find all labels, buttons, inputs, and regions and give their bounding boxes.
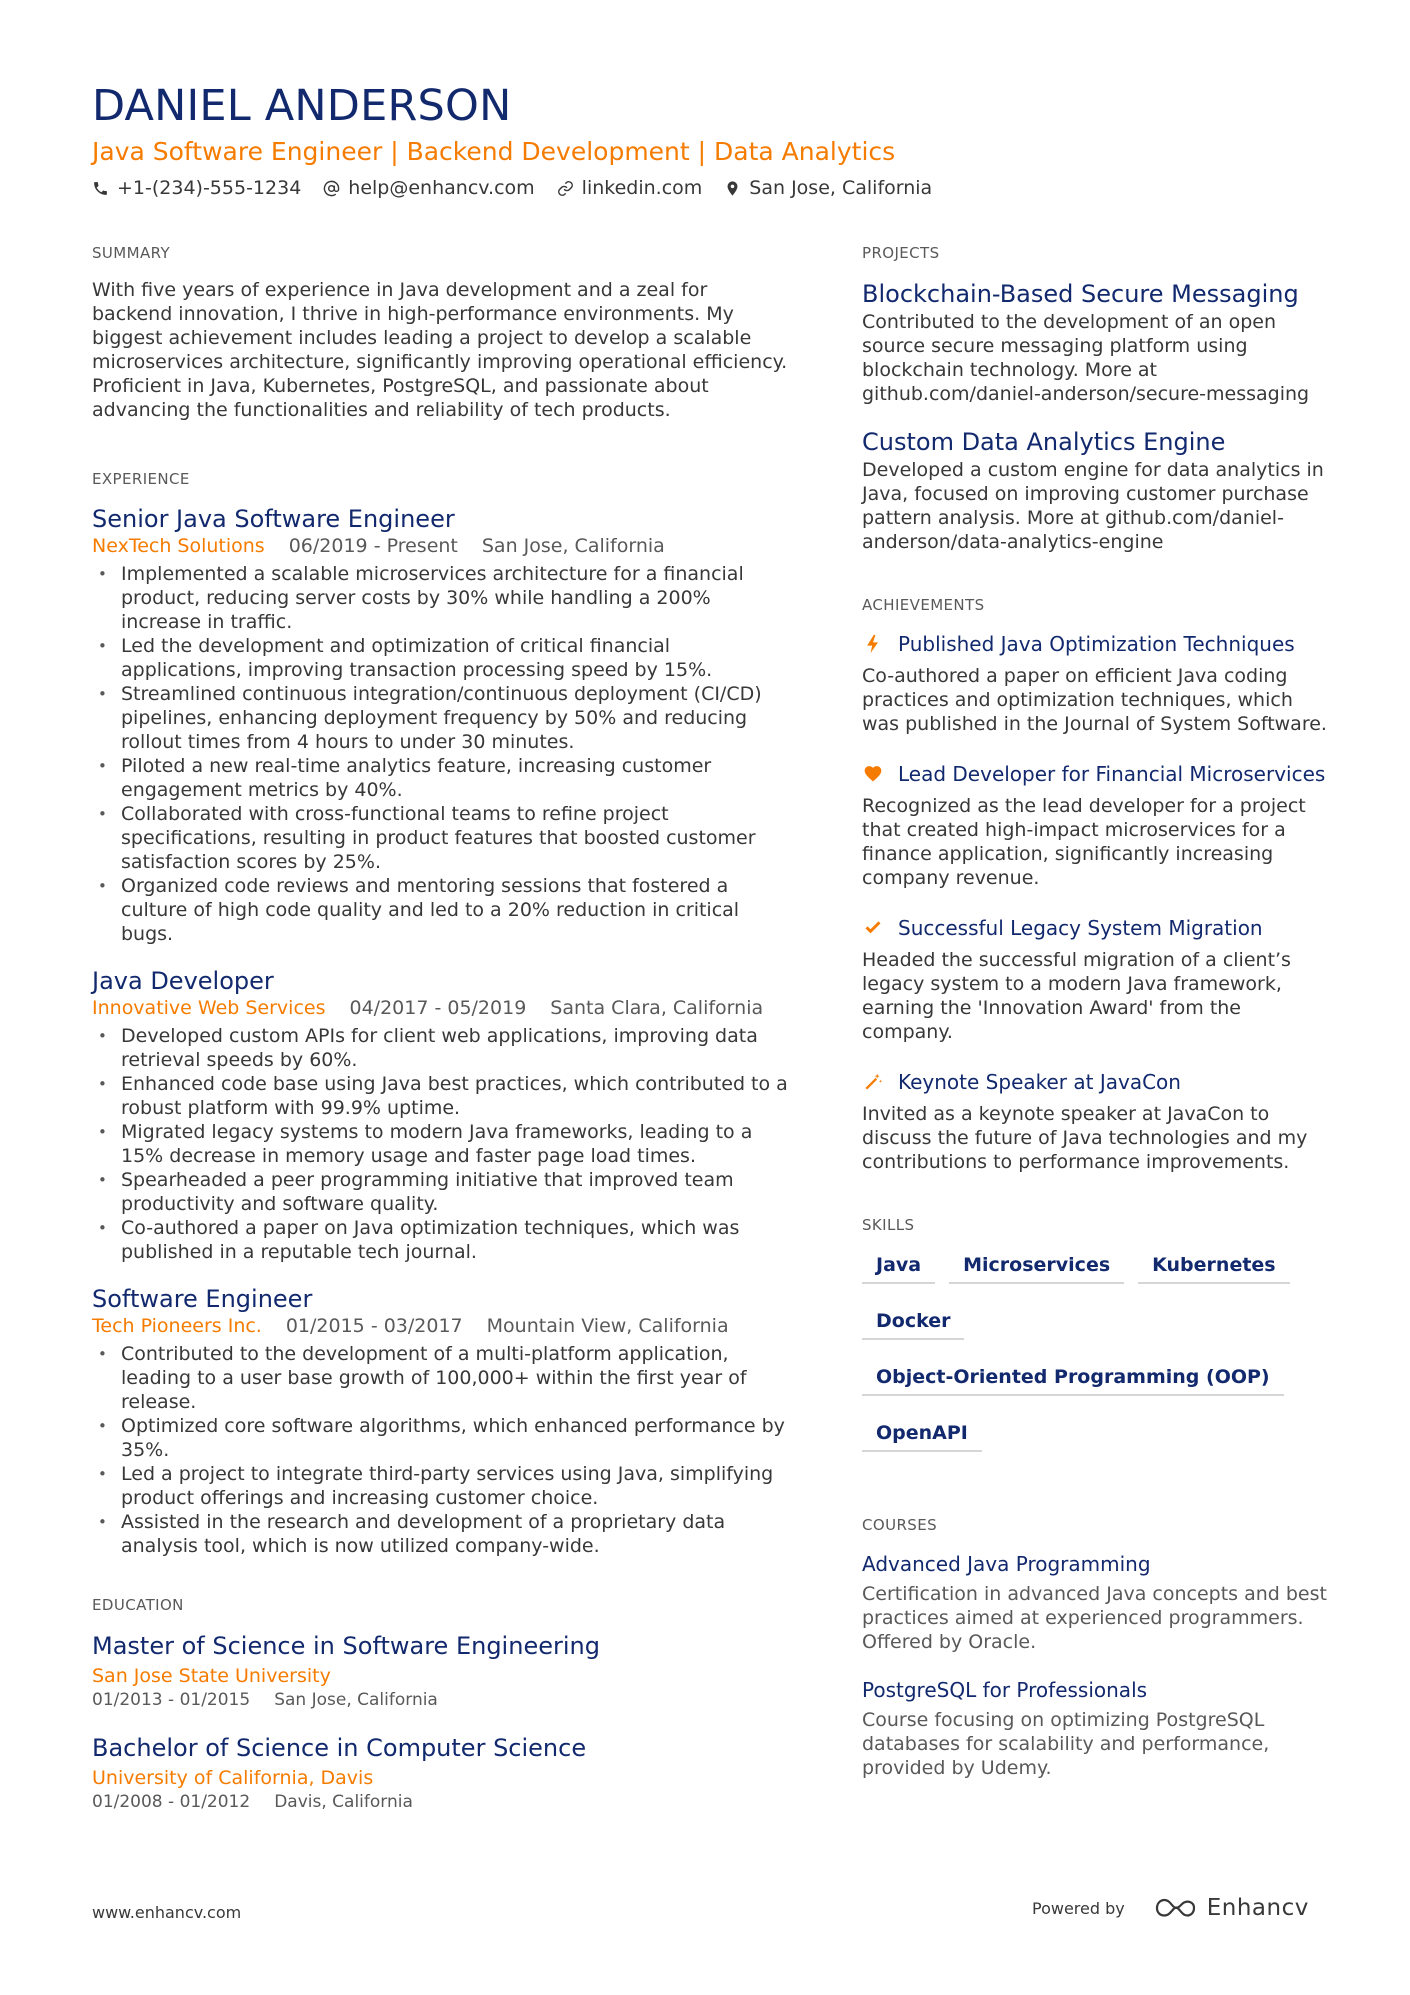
- job-bullet: • Co-authored a paper on Java optimization techniques, which was published in a reputable tech journal.: [92, 1216, 792, 1264]
- experience-section: [92, 468, 792, 1558]
- course-description: Certification in advanced Java concepts and best practices aimed at experienced programmers. Offered by Oracle.: [862, 1583, 1327, 1653]
- achievements-heading: ACHIEVEMENTS: [862, 596, 985, 614]
- job-bullet: • Enhanced code base using Java best practices, which contributed to a robust platform with 99.9% uptime.: [92, 1072, 792, 1120]
- courses-section: [862, 1514, 1332, 1780]
- linkedin-text[interactable]: linkedin.com: [581, 177, 703, 199]
- job-bullets: [92, 1342, 792, 1558]
- right-column: [862, 242, 1332, 1802]
- education-school: University of California, Davis: [92, 1767, 374, 1789]
- job-bullet: • Optimized core software algorithms, which enhanced performance by 35%.: [92, 1414, 792, 1462]
- contact-linkedin[interactable]: [557, 177, 703, 199]
- achievement-header: [862, 630, 1332, 658]
- job-entry: [92, 504, 792, 946]
- projects-heading: PROJECTS: [862, 244, 940, 262]
- job-bullets: [92, 1024, 792, 1264]
- job-location: San Jose, California: [481, 535, 665, 557]
- education-entry: [92, 1630, 792, 1712]
- magic-wand-icon: [862, 1071, 884, 1093]
- achievement-title: Published Java Optimization Techniques: [898, 632, 1295, 656]
- achievement-entry: [862, 914, 1332, 1044]
- skills-heading: SKILLS: [862, 1216, 915, 1234]
- contact-email[interactable]: [323, 177, 534, 199]
- course-entry: [862, 1550, 1332, 1654]
- job-title: Java Developer: [92, 967, 274, 995]
- job-bullet: • Led the development and optimization of critical financial applications, improving transaction processing speed by 15%.: [92, 634, 792, 682]
- checkmark-icon: [862, 917, 884, 939]
- email-text[interactable]: help@enhancv.com: [348, 177, 535, 199]
- project-description: Developed a custom engine for data analytics in Java, focused on improving customer purchase pattern analysis. More at github.com/daniel-anderson/data-analytics-engine: [862, 459, 1324, 553]
- achievements-section: [862, 594, 1332, 1174]
- education-location: Davis, California: [274, 1792, 413, 1812]
- achievement-description: Invited as a keynote speaker at JavaCon to discuss the future of Java technologies and my contributions to performance improvements.: [862, 1103, 1308, 1173]
- course-title: PostgreSQL for Professionals: [862, 1678, 1148, 1702]
- achievement-description: Co-authored a paper on efficient Java coding practices and optimization techniques, which was published in the Journal of System Software.: [862, 665, 1327, 735]
- education-meta: [92, 1790, 792, 1814]
- map-pin-icon: [724, 180, 741, 197]
- education-degree: Master of Science in Software Engineering: [92, 1632, 600, 1660]
- education-dates: 01/2013 - 01/2015: [92, 1690, 251, 1710]
- job-bullet: • Organized code reviews and mentoring sessions that fostered a culture of high code quality and led to a 20% reduction in critical bugs.: [92, 874, 792, 946]
- education-dates: 01/2008 - 01/2012: [92, 1792, 251, 1812]
- job-meta: [92, 996, 792, 1020]
- project-entry: [862, 426, 1332, 554]
- achievement-header: [862, 914, 1332, 942]
- skill-tag: Docker: [862, 1306, 964, 1340]
- job-dates: 01/2015 - 03/2017: [285, 1315, 463, 1337]
- skill-tag: Microservices: [949, 1250, 1124, 1284]
- link-icon: [557, 180, 574, 197]
- contact-bar: [92, 174, 954, 202]
- skill-tag: Object-Oriented Programming (OOP): [862, 1362, 1284, 1396]
- skill-tag: Kubernetes: [1138, 1250, 1289, 1284]
- job-bullets: [92, 562, 792, 946]
- achievement-description: Headed the successful migration of a client’s legacy system to a modern Java framework, earning the 'Innovation Award' from the company.: [862, 949, 1291, 1043]
- project-entry: [862, 278, 1332, 406]
- skills-list: [862, 1250, 1332, 1474]
- course-description: Course focusing on optimizing PostgreSQL databases for scalability and performance, provided by Udemy.: [862, 1709, 1270, 1779]
- job-bullet: • Migrated legacy systems to modern Java frameworks, leading to a 15% decrease in memory usage and faster page load times.: [92, 1120, 792, 1168]
- education-location: San Jose, California: [274, 1690, 438, 1710]
- course-title: Advanced Java Programming: [862, 1552, 1151, 1576]
- powered-by-label: Powered by: [1032, 1898, 1125, 1918]
- course-entry: [862, 1676, 1332, 1780]
- phone-icon: [92, 180, 109, 197]
- job-entry: [92, 1284, 792, 1558]
- summary-section: [92, 242, 792, 422]
- phone-text: +1-(234)-555-1234: [117, 177, 302, 199]
- achievement-header: [862, 760, 1332, 788]
- job-location: Santa Clara, California: [550, 997, 764, 1019]
- achievement-title: Lead Developer for Financial Microservices: [898, 762, 1326, 786]
- job-title: Software Engineer: [92, 1285, 313, 1313]
- skill-tag: OpenAPI: [862, 1418, 982, 1452]
- projects-section: [862, 242, 1332, 554]
- job-bullet: • Contributed to the development of a multi-platform application, leading to a user base growth of 100,000+ within the first year of release.: [92, 1342, 792, 1414]
- achievement-entry: [862, 1068, 1332, 1174]
- job-title: Senior Java Software Engineer: [92, 505, 455, 533]
- education-degree: Bachelor of Science in Computer Science: [92, 1734, 587, 1762]
- contact-location: [724, 177, 932, 199]
- job-bullet: • Assisted in the research and development of a proprietary data analysis tool, which is now utilized company-wide.: [92, 1510, 792, 1558]
- contact-phone: [92, 177, 301, 199]
- resume-headline: Java Software Engineer | Backend Development | Data Analytics: [92, 137, 896, 166]
- skill-tag: Java: [862, 1250, 935, 1284]
- education-entry: [92, 1732, 792, 1814]
- project-description: Contributed to the development of an open source secure messaging platform using blockchain technology. More at github.com/daniel-anderson/secure-messaging: [862, 311, 1310, 405]
- footer-branding: [1032, 1895, 1309, 1921]
- job-bullet: • Spearheaded a peer programming initiative that improved team productivity and software quality.: [92, 1168, 792, 1216]
- job-location: Mountain View, California: [486, 1315, 729, 1337]
- job-bullet: • Led a project to integrate third-party services using Java, simplifying product offerings and increasing customer choice.: [92, 1462, 792, 1510]
- courses-heading: COURSES: [862, 1516, 938, 1534]
- achievement-description: Recognized as the lead developer for a project that created high-impact microservices for a finance application, significantly increasing company revenue.: [862, 795, 1306, 889]
- job-company: Innovative Web Services: [92, 997, 326, 1019]
- education-heading: EDUCATION: [92, 1596, 184, 1614]
- heart-icon: [862, 763, 884, 785]
- summary-heading: SUMMARY: [92, 244, 171, 262]
- lightning-bolt-icon: [862, 633, 884, 655]
- achievement-title: Successful Legacy System Migration: [898, 916, 1263, 940]
- enhancv-logo-icon: [1153, 1895, 1199, 1921]
- job-company: NexTech Solutions: [92, 535, 265, 557]
- job-bullet: • Piloted a new real-time analytics feature, increasing customer engagement metrics by 40%.: [92, 754, 792, 802]
- job-bullet: • Developed custom APIs for client web applications, improving data retrieval speeds by 60%.: [92, 1024, 792, 1072]
- brand-logo[interactable]: [1153, 1895, 1309, 1921]
- job-dates: 04/2017 - 05/2019: [349, 997, 527, 1019]
- brand-name: Enhancv: [1206, 1895, 1309, 1921]
- resume-name: DANIEL ANDERSON: [92, 81, 512, 131]
- achievement-title: Keynote Speaker at JavaCon: [898, 1070, 1181, 1094]
- job-entry: [92, 966, 792, 1264]
- achievement-entry: [862, 760, 1332, 890]
- left-column: [92, 242, 792, 1834]
- job-bullet: • Implemented a scalable microservices architecture for a financial product, reducing server costs by 30% while handling a 200% increase in traffic.: [92, 562, 792, 634]
- education-school: San Jose State University: [92, 1665, 331, 1687]
- job-dates: 06/2019 - Present: [288, 535, 458, 557]
- education-section: [92, 1594, 792, 1814]
- at-sign-icon: [323, 180, 340, 197]
- job-bullet: • Streamlined continuous integration/continuous deployment (CI/CD) pipelines, enhancing deployment frequency by 50% and reducing rollout times from 4 hours to under 30 minutes.: [92, 682, 792, 754]
- job-meta: [92, 534, 792, 558]
- summary-text: With five years of experience in Java development and a zeal for backend innovation, I thrive in high-performance environments. My biggest achievement includes leading a project to develop a scalable microservices architecture, significantly improving operational efficiency. Proficient in Java, Kubernetes, PostgreSQL, and passionate about advancing the functionalities and reliability of tech products.: [92, 279, 788, 421]
- job-company: Tech Pioneers Inc.: [92, 1315, 262, 1337]
- footer-website[interactable]: www.enhancv.com: [92, 1903, 242, 1922]
- project-title: Blockchain-Based Secure Messaging: [862, 280, 1299, 308]
- skills-section: [862, 1214, 1332, 1474]
- job-bullet: • Collaborated with cross-functional teams to refine project specifications, resulting in product features that boosted customer satisfaction scores by 25%.: [92, 802, 792, 874]
- achievement-entry: [862, 630, 1332, 736]
- project-title: Custom Data Analytics Engine: [862, 428, 1226, 456]
- location-text: San Jose, California: [749, 177, 933, 199]
- experience-heading: EXPERIENCE: [92, 470, 190, 488]
- education-meta: [92, 1688, 792, 1712]
- job-meta: [92, 1314, 792, 1338]
- achievement-header: [862, 1068, 1332, 1096]
